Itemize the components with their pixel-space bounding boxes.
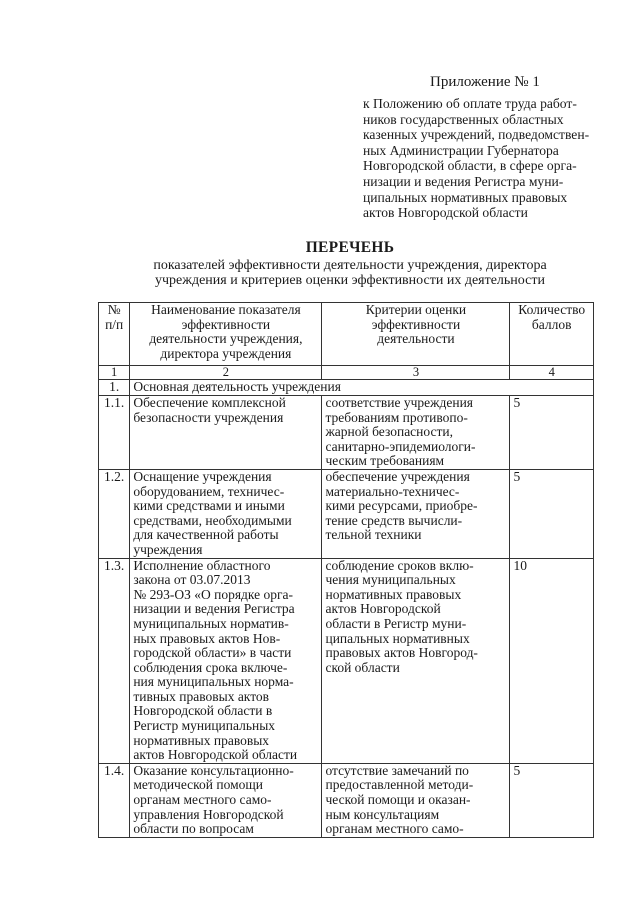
section-num: 1. — [99, 380, 130, 396]
table-row — [99, 469, 594, 558]
row-criteria: обеспечение учреждения материально-техничес- кими ресурсами, приобре- тение средств вычисли- тельной техники — [322, 469, 510, 558]
column-number: 3 — [322, 366, 510, 380]
header-criteria: Критерии оценки эффективности деятельности — [322, 303, 510, 366]
appendix-title: Приложение № 1 — [430, 74, 540, 90]
column-number: 1 — [99, 366, 130, 380]
row-name: Оснащение учреждения оборудованием, техничес- кими средствами и иными средствами, необходимыми для качественной работы учреждения — [130, 469, 322, 558]
row-criteria: соблюдение сроков вклю- чения муниципальных нормативных правовых актов Новгородской области в Регистр муни- ципальных нормативных правовых актов Новгород- ской области — [322, 558, 510, 763]
section-title: Основная деятельность учреждения — [130, 380, 594, 396]
appendix-text: к Положению об оплате труда работ- ников государственных областных казенных учреждений, подведомствен- ных Администрации Губернатора Новгородской области, в сфере орга- низации и ведения Регистра муни- ципальных нормативных правовых актов Новгородской области — [363, 96, 590, 221]
document-title: ПЕРЕЧЕНЬ — [305, 239, 395, 256]
table-row — [99, 396, 594, 470]
row-score: 5 — [510, 763, 594, 837]
header-score: Количество баллов — [510, 303, 594, 366]
criteria-table — [98, 302, 594, 838]
header-num: № п/п — [99, 303, 130, 366]
row-criteria: соответствие учреждения требованиям противопо- жарной безопасности, санитарно-эпидемиологи- ческим требованиям — [322, 396, 510, 470]
document-subtitle: показателей эффективности деятельности учреждения, директора учреждения и критериев оценки эффективности их деятельности — [153, 258, 547, 288]
row-score: 5 — [510, 469, 594, 558]
row-num: 1.1. — [99, 396, 130, 470]
table-header-row — [99, 303, 594, 366]
row-name: Оказание консультационно- методической помощи органам местного само- управления Новгородской области по вопросам — [130, 763, 322, 837]
row-score: 5 — [510, 396, 594, 470]
row-criteria: отсутствие замечаний по предоставленной методи- ческой помощи и оказан- ным консультациям органам местного само- — [322, 763, 510, 837]
row-num: 1.4. — [99, 763, 130, 837]
row-num: 1.2. — [99, 469, 130, 558]
column-number: 2 — [130, 366, 322, 380]
row-name: Исполнение областного закона от 03.07.2013 № 293-ОЗ «О порядке орга- низации и ведения Регистра муниципальных норматив- ных правовых актов Нов- городской области» в части соблюдения срока включе- ния муниципальных норма- тивных правовых актов Новгородской области в Регистр муниципальных нормативных правовых актов Новгородской области — [130, 558, 322, 763]
column-number-row — [99, 366, 594, 380]
table-row — [99, 558, 594, 763]
table-row — [99, 763, 594, 837]
row-name: Обеспечение комплексной безопасности учреждения — [130, 396, 322, 470]
header-name: Наименование показателя эффективности деятельности учреждения, директора учреждения — [130, 303, 322, 366]
section-row — [99, 380, 594, 396]
row-num: 1.3. — [99, 558, 130, 763]
row-score: 10 — [510, 558, 594, 763]
column-number: 4 — [510, 366, 594, 380]
